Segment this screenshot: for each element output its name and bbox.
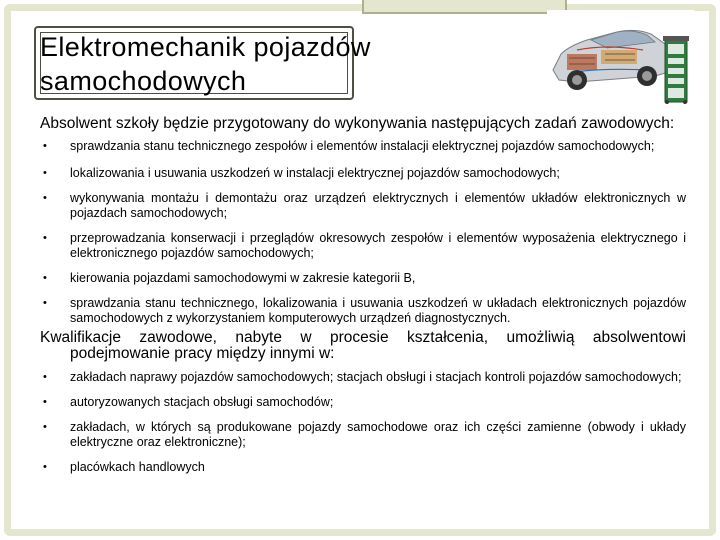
bullet-icon: • [43,140,47,152]
list-item [40,231,686,261]
section1-intro: Absolwent szkoły będzie przygotowany do wykonywania następujących zadań zawodowych: [40,115,675,132]
bullet-icon: • [43,272,47,284]
bullet-icon: • [43,232,47,244]
list-item-text: autoryzowanych stacjach obsługi samochodów; [70,395,334,409]
list-item [40,139,686,154]
list-item [40,370,686,385]
page-title: Elektromechanik pojazdów samochodowych [40,32,371,96]
list-item-text: lokalizowania i usuwania uszkodzeń w instalacji elektrycznej pojazdów samochodowych; [70,166,560,180]
list-item-text: przeprowadzania konserwacji i przeglądów okresowych zespołów i elementów wyposażenia elektrycznego i elektronicznego pojazdów samochodowych; [70,231,686,260]
bullet-icon: • [43,192,47,204]
section2-intro: Kwalifikacje zawodowe, nabyte w procesie kształcenia, umożliwią absolwentowi podejmowanie pracy między innymi w: [40,329,686,362]
list-item [40,166,686,181]
bullet-icon: • [43,461,47,473]
bullet-icon: • [43,297,47,309]
content-area [40,116,686,475]
top-accent-bar [362,0,567,14]
list-item-text: kierowania pojazdami samochodowymi w zakresie kategorii B, [70,271,416,285]
section2-list [40,370,686,475]
bullet-icon: • [43,396,47,408]
list-item-text: placówkach handlowych [70,460,205,474]
bullet-icon: • [43,167,47,179]
car-diagnostics-icon [547,10,694,104]
list-item-text: sprawdzania stanu technicznego, lokalizowania i usuwania uszkodzeń w układach elektronicznych pojazdów samochodowych z wykorzystaniem komputerowych urządzeń diagnostycznych. [70,296,686,325]
list-item [40,296,686,326]
section1-list [40,139,686,326]
list-item [40,460,686,475]
bullet-icon: • [43,421,47,433]
list-item-text: zakładach naprawy pojazdów samochodowych; stacjach obsługi i stacjach kontroli pojazdów samochodowych; [70,370,682,384]
car-diagnostics-illustration [547,10,694,104]
bullet-icon: • [43,371,47,383]
list-item [40,420,686,450]
list-item-text: wykonywania montażu i demontażu oraz urządzeń elektrycznych i elementów układów elektronicznych w pojazdach samochodowych; [70,191,686,220]
list-item-text: zakładach, w których są produkowane pojazdy samochodowe oraz ich części zamienne (obwody i układy elektryczne oraz elektroniczne); [70,420,686,449]
list-item-text: sprawdzania stanu technicznego zespołów i elementów instalacji elektrycznej pojazdów samochodowych; [70,139,655,153]
list-item [40,395,686,410]
list-item [40,271,686,286]
list-item [40,191,686,221]
